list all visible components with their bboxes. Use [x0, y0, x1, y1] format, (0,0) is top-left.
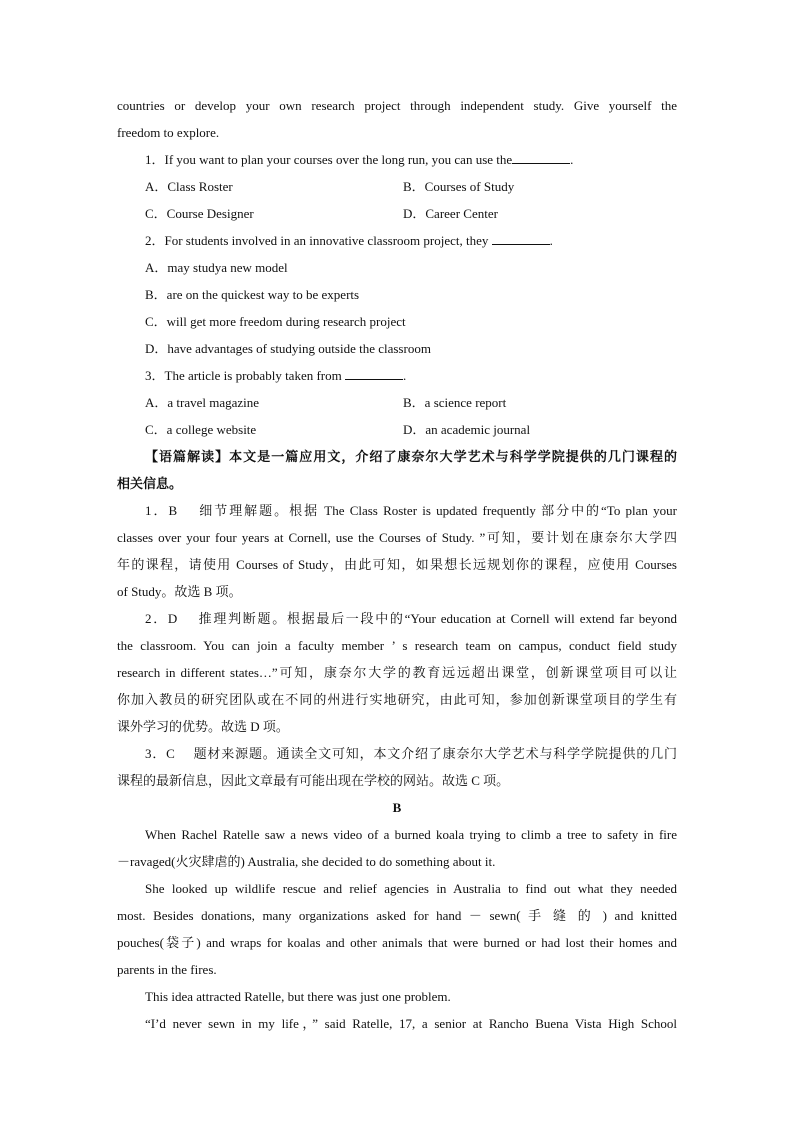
passage-b-line: When Rachel Ratelle saw a news video of a burned koala trying to climb a tree to safety in fire [145, 827, 677, 842]
answer-blank [345, 367, 403, 380]
option-d: D．Career Center [403, 206, 498, 221]
question-stem: 2．For students involved in an innovative classroom project, they . [145, 233, 553, 248]
option-row [117, 200, 677, 227]
answer-blank [492, 232, 550, 245]
option-row [117, 416, 677, 443]
option-c: C．a college website [145, 422, 257, 437]
passage-b-line: She looked up wildlife rescue and relief agencies in Australia to find out what they needed [145, 881, 677, 896]
analysis-intro: 相关信息。 [117, 476, 183, 491]
answer-explanation: research in different states…”可知，康奈尔大学的教育远远超出课堂，创新课堂项目可以让 [117, 665, 677, 680]
question-stem: 1．If you want to plan your courses over the long run, you can use the . [145, 152, 574, 167]
passage-a-line: freedom to explore. [117, 125, 220, 140]
option-b: B．a science report [403, 395, 507, 410]
option-d: D．have advantages of studying outside the classroom [145, 341, 431, 356]
passage-b-line: This idea attracted Ratelle, but there was just one problem. [145, 989, 451, 1004]
passage-b-line: －ravaged(火灾肆虐的) Australia, she decided to do something about it. [117, 854, 496, 869]
option-b: B．are on the quickest way to be experts [145, 287, 360, 302]
answer-explanation: 你加入教员的研究团队或在不同的州进行实地研究，由此可知，参加创新课堂项目的学生有 [117, 692, 677, 707]
answer-explanation: classes over your four years at Cornell, use the Courses of Study. ”可知，要计划在康奈尔大学四 [117, 530, 677, 545]
option-row [117, 389, 677, 416]
passage-b-line: parents in the fires. [117, 962, 217, 977]
passage-b-line: pouches(袋子) and wraps for koalas and other animals that were burned or had lost their homes and [117, 935, 677, 950]
answer-explanation: 年的课程，请使用 Courses of Study，由此可知，如果想长远规划你的课程，应使用 Courses [117, 557, 677, 572]
option-a: A．a travel magazine [145, 395, 260, 410]
answer-explanation: 课外学习的优势。故选 D 项。 [117, 719, 289, 734]
option-c: C．will get more freedom during research project [145, 314, 406, 329]
option-a: A．may studya new model [145, 260, 288, 275]
option-c: C．Course Designer [145, 206, 254, 221]
analysis-intro: 【语篇解读】本文是一篇应用文，介绍了康奈尔大学艺术与科学学院提供的几门课程的 [145, 449, 677, 464]
passage-a-line: countries or develop your own research project through independent study. Give yourself the [117, 98, 677, 113]
answer-explanation: 3．C 题材来源题。通读全文可知，本文介绍了康奈尔大学艺术与科学学院提供的几门 [145, 746, 677, 761]
option-a: A．Class Roster [145, 179, 233, 194]
answer-explanation: of Study。故选 B 项。 [117, 584, 242, 599]
passage-b-line: “I’d never sewn in my life，” said Ratelle, 17, a senior at Rancho Buena Vista High School [145, 1016, 677, 1031]
option-row [117, 173, 677, 200]
passage-b-line: most. Besides donations, many organizations asked for hand － sewn( 手 缝 的 ) and knitted [117, 908, 677, 923]
answer-blank [512, 151, 570, 164]
section-heading: B [392, 800, 402, 815]
document-page [117, 92, 677, 1037]
answer-explanation: the classroom. You can join a faculty member ’ s research team on campus, conduct field study [117, 638, 677, 653]
question-stem: 3．The article is probably taken from . [145, 368, 407, 383]
answer-explanation: 1．B 细节理解题。根据 The Class Roster is updated frequently 部分中的“To plan your [145, 503, 677, 518]
option-b: B．Courses of Study [403, 179, 515, 194]
option-d: D．an academic journal [403, 422, 531, 437]
answer-explanation: 课程的最新信息，因此文章最有可能出现在学校的网站。故选 C 项。 [117, 773, 510, 788]
answer-explanation: 2．D 推理判断题。根据最后一段中的“Your education at Cornell will extend far beyond [145, 611, 677, 626]
